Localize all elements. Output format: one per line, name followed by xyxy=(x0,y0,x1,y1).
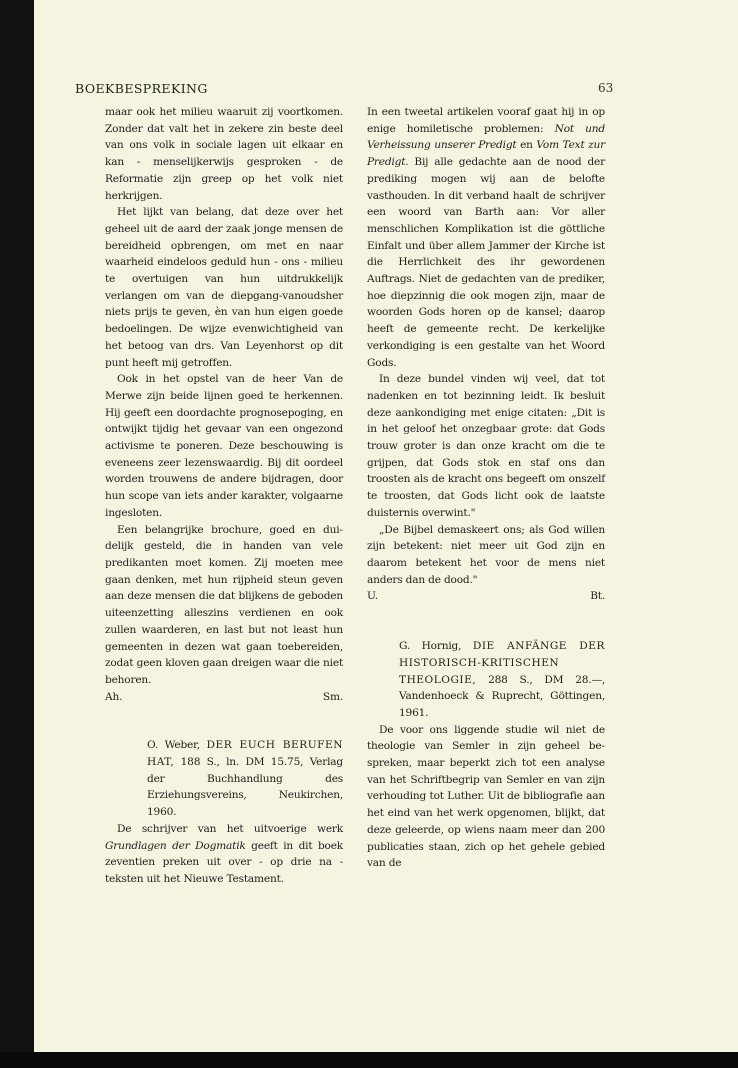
page-number: 63 xyxy=(598,81,614,95)
signature-initials-right: Bt. xyxy=(590,590,605,603)
italic-title: Vom Text zur Predigt. xyxy=(367,139,605,169)
review-book-title: DIE ANFÄNGE DER HISTORISCH-KRITISCHEN THEOLOGIE, xyxy=(399,640,605,686)
paragraph: „De Bijbel demaskeert ons; als God willen zijn betekent: niet meer uit God zijn en daarom betekent het voor de mens niet anders dan de dood." xyxy=(367,523,605,586)
paragraph: maar ook het milieu waaruit zij voortkomen. Zonder dat valt het in zekere zin beste deel van ons volk in sociale lagen uit elkaar en kan - menselijkerwijs gesproken - de Reformatie zijn greep op het volk niet herkrijgen. xyxy=(105,106,343,202)
paragraph: Het lijkt van belang, dat deze over het geheel uit de aard der zaak jonge mensen de bereidheid opbrengen, om met en naar waarheid eindeloos geduld hun - ons - milieu te overtuigen van hun uitdrukkelijk verlangen om van de diepgang-vanoudsher niets prijs te geven, èn van hun eigen goede bedoelingen. De wijze evenwichtigheid van het betoog van drs. Van Leyenhorst op dit punt heeft mij getroffen. xyxy=(105,206,343,369)
review-author: G. Hornig, xyxy=(399,640,462,653)
book-review-heading xyxy=(399,638,605,722)
scan-bottom-edge xyxy=(0,1052,738,1068)
paragraph: In deze bundel vinden wij veel, dat tot nadenken en tot bezinning leidt. Ik besluit deze aankondiging met enige citaten: „Dit is in het geloof het onzegbaar grote: dat Gods trouw groter is dan onze kracht om die te grijpen, dat Gods stok en staf ons dan troosten als de kracht ons begeeft om onszelf te troosten, dat Gods licht ook de laatste duisternis overwint." xyxy=(367,373,605,519)
review-book-details: 288 S., DM 28.—, Vandenhoeck & Ruprecht, Göttingen, 1961. xyxy=(399,673,605,719)
left-column xyxy=(105,104,343,888)
running-header: BOEKBESPREKING xyxy=(75,81,208,96)
review-signature xyxy=(105,689,343,706)
review-signature xyxy=(367,588,605,605)
review-book-title: DER EUCH BERUFEN HAT, xyxy=(147,739,343,769)
review-book-details: 188 S., ln. DM 15.75, Verlag der Buchhandlung des Erziehungsvereins, Neukirchen, 1960. xyxy=(147,756,344,819)
paragraph: Een belangrijke brochure, goed en duidelijk gesteld, die in handen van vele predikanten moet komen. Zij moeten mee gaan denken, met hun rijpheid steun geven aan deze mensen die dat blijkens de geboden uiteenzetting alleszins verdienen en ook zullen waarderen, en last but not least hun gemeenten in dezen wat gaan toebereiden, zodat geen kloven gaan dreigen waar die niet behoren. xyxy=(105,523,343,686)
italic-title: Not und Verheissung unserer Predigt xyxy=(367,122,605,152)
paragraph: Ook in het opstel van de heer Van de Merwe zijn beide lijnen goed te herkennen. Hij geeft een doordachte prognosepoging, en ontwijkt tijdig het gevaar van een ongezond activisme te poneren. Deze beschouwing is eveneens zeer lezenswaardig. Bij dit oordeel worden trouwens de andere bijdragen, door hun scope van iets ander karakter, volgaarne ingesloten. xyxy=(105,373,343,519)
signature-initials-left: Ah. xyxy=(105,690,123,703)
signature-initials-left: U. xyxy=(367,590,378,603)
paragraph: In een tweetal artikelen vooraf gaat hij in op enige homiletische problemen: Not und Verheissung unserer Predigt en Vom Text zur Predigt. Bij alle gedachte aan de nood der prediking mogen wij aan de belofte vasthouden. In dit verband haalt de schrijver een woord van Barth aan: Vor aller menschlichen Komplikation ist die göttliche Einfalt und über allem Jammer der Kirche ist die Herrlichkeit des ihr gewordenen Auftrags. Niet de gedachten van de prediker, hoe diepzinnig die ook mogen zijn, maar de woorden Gods horen op de kansel; daarop heeft de gemeente recht. De kerkelijke verkondiging is een gestalte van het Woord Gods. xyxy=(367,106,605,369)
book-review-heading xyxy=(147,737,343,821)
right-column xyxy=(367,104,605,872)
review-author: O. Weber, xyxy=(147,739,200,752)
paragraph: De schrijver van het uitvoerige werk Grundlagen der Dogmatik geeft in dit boek zeventien preken uit over - op drie na - teksten uit het Nieuwe Testament. xyxy=(105,822,343,885)
paragraph: De voor ons liggende studie wil niet de theologie van Semler in zijn geheel bespreken, maar beperkt zich tot een analyse van het Schriftbegrip van Semler en van zijn verhouding tot Luther. Uit de bibliografie aan het eind van het werk opgenomen, blijkt, dat deze geleerde, op wiens naam meer dan 200 publicaties staan, zich op het gehele gebied van de xyxy=(367,723,605,870)
signature-initials-right: Sm. xyxy=(322,690,343,703)
italic-title: Grundlagen der Dogmatik xyxy=(105,839,246,852)
